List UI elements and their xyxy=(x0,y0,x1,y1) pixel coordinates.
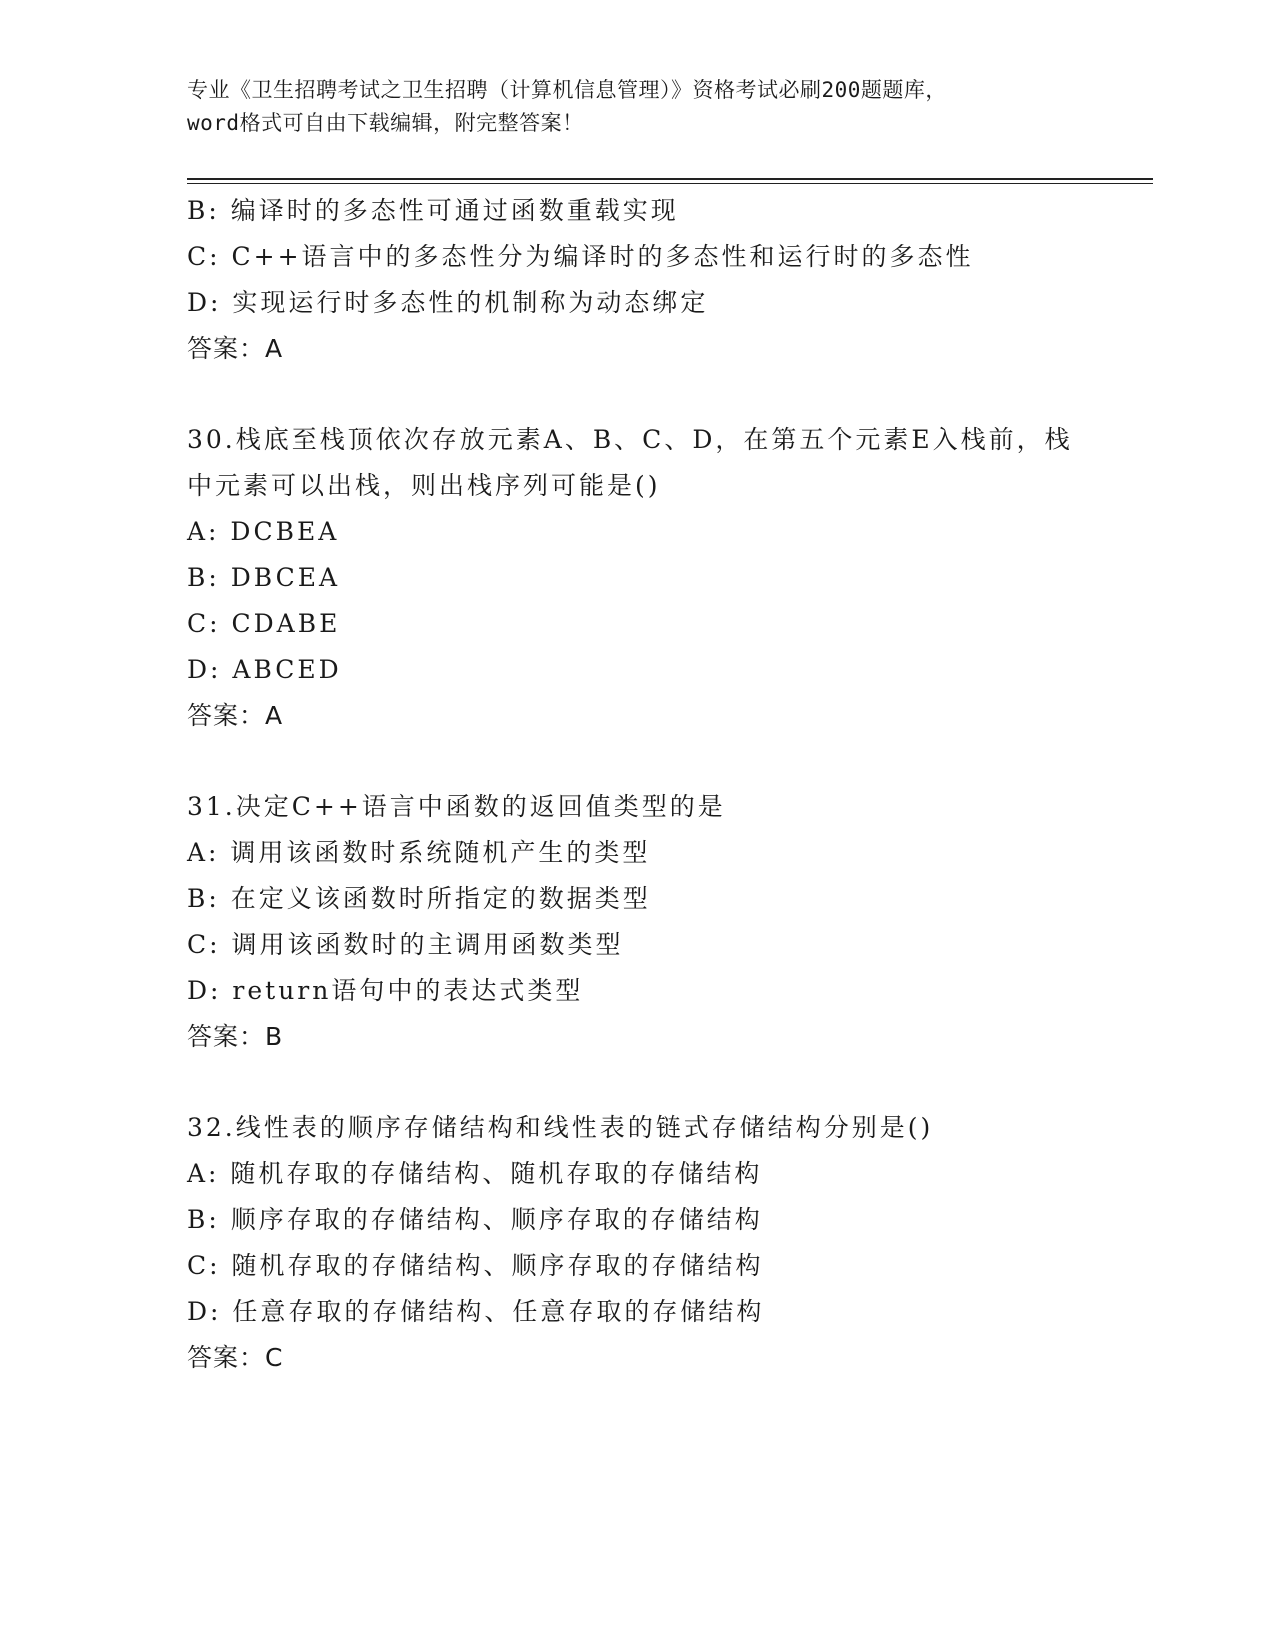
question-spacer xyxy=(187,739,1147,784)
answer-line: 答案：C xyxy=(187,1343,284,1372)
option-d: D: ABCED xyxy=(187,655,342,684)
option-c: C: 随机存取的存储结构、顺序存取的存储结构 xyxy=(187,1251,764,1280)
header-line-1: 专业《卫生招聘考试之卫生招聘（计算机信息管理）》资格考试必刷200题题库， xyxy=(187,78,947,102)
option-a: A: 随机存取的存储结构、随机存取的存储结构 xyxy=(187,1159,763,1188)
option-d: D: 任意存取的存储结构、任意存取的存储结构 xyxy=(187,1297,765,1326)
answer-line: 答案：A xyxy=(187,701,284,730)
question-stem: 31.决定C++语言中函数的返回值类型的是 xyxy=(187,792,726,821)
option-c: C: C++语言中的多态性分为编译时的多态性和运行时的多态性 xyxy=(187,242,974,271)
question-spacer xyxy=(187,1060,1147,1105)
option-b: B: 顺序存取的存储结构、顺序存取的存储结构 xyxy=(187,1205,763,1234)
question-stem-line-1: 30.栈底至栈顶依次存放元素A、B、C、D，在第五个元素E入栈前，栈 xyxy=(187,425,1073,454)
question-stem: 32.线性表的顺序存储结构和线性表的链式存储结构分别是() xyxy=(187,1113,934,1142)
header-rule-thin xyxy=(187,183,1153,184)
option-b: B: 在定义该函数时所指定的数据类型 xyxy=(187,884,651,913)
option-a: A: 调用该函数时系统随机产生的类型 xyxy=(187,838,651,867)
question-list xyxy=(187,188,1147,1381)
question-32 xyxy=(187,1105,1147,1381)
header-line-2: word格式可自由下载编辑，附完整答案！ xyxy=(187,111,584,135)
question-stem-line-2: 中元素可以出栈，则出栈序列可能是() xyxy=(187,471,661,500)
answer-line: 答案：B xyxy=(187,1022,284,1051)
question-31 xyxy=(187,784,1147,1060)
option-c: C: 调用该函数时的主调用函数类型 xyxy=(187,930,624,959)
option-b: B: 编译时的多态性可通过函数重载实现 xyxy=(187,196,679,225)
option-d: D: 实现运行时多态性的机制称为动态绑定 xyxy=(187,288,709,317)
option-c: C: CDABE xyxy=(187,609,341,638)
option-a: A: DCBEA xyxy=(187,517,340,546)
option-b: B: DBCEA xyxy=(187,563,341,592)
header-rule-thick xyxy=(187,178,1153,180)
question-spacer xyxy=(187,372,1147,417)
answer-line: 答案：A xyxy=(187,334,284,363)
document-header xyxy=(187,74,1087,140)
question-29-tail xyxy=(187,188,1147,372)
question-30 xyxy=(187,417,1147,739)
option-d: D: return语句中的表达式类型 xyxy=(187,976,584,1005)
